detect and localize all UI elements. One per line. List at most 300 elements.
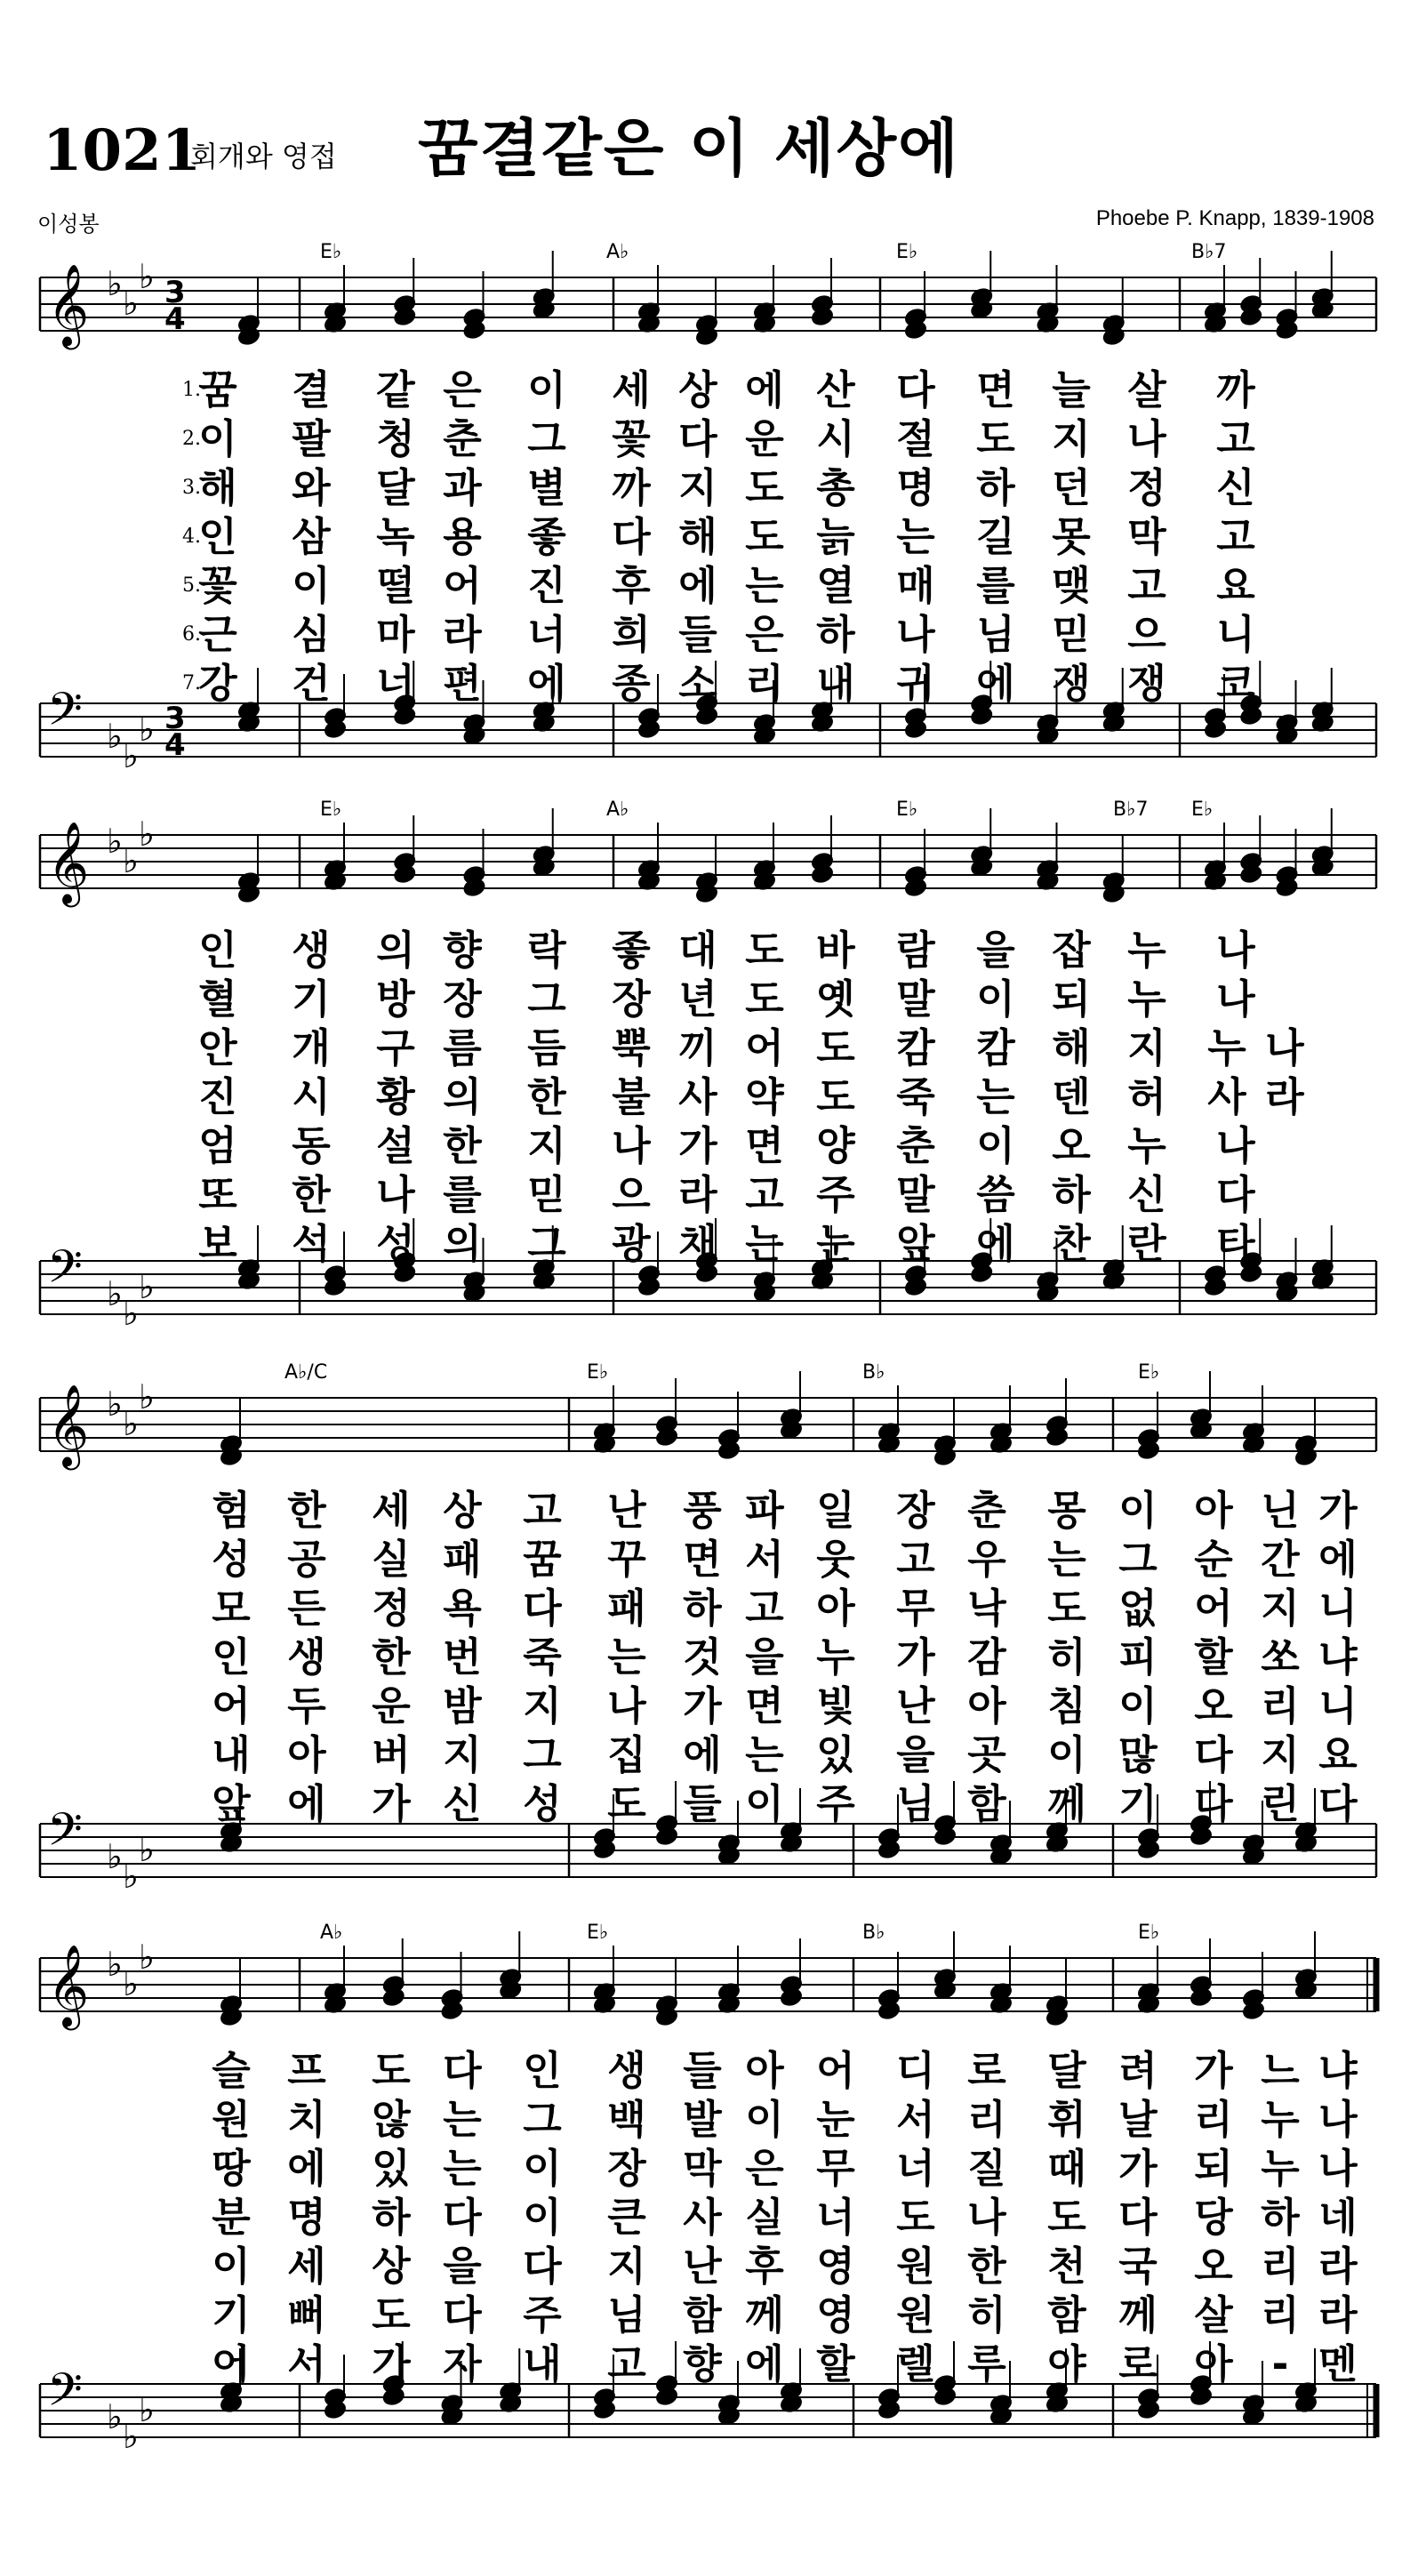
lyric-syllable: 가 xyxy=(1118,2145,1158,2192)
lyric-line xyxy=(0,2143,1410,2195)
flat-icon: ♭ xyxy=(139,1377,155,1416)
lyric-line xyxy=(0,1583,1410,1634)
lyric-syllable: 아 xyxy=(745,2047,784,2094)
lyric-line xyxy=(0,413,1410,465)
lyric-syllable: 께 xyxy=(745,2291,784,2339)
lyric-syllable: 있 xyxy=(372,2145,411,2192)
lyric-syllable: 을 xyxy=(443,2243,482,2290)
time-signature-digit: 4 xyxy=(164,727,186,763)
lyric-syllable: 리 xyxy=(745,660,784,707)
lyric-syllable: 패 xyxy=(443,1536,482,1583)
chord-symbol: E♭ xyxy=(587,1922,609,1944)
lyric-syllable: 누 xyxy=(1127,1122,1166,1169)
lyric-syllable: 곳 xyxy=(967,1731,1006,1778)
lyric-syllable: 또 xyxy=(198,1171,237,1218)
lyric-syllable: 지 xyxy=(1261,1731,1300,1778)
flat-icon: ♭ xyxy=(139,1938,155,1977)
lyric-syllable: 라 xyxy=(1265,1073,1304,1120)
lyric-syllable: 세 xyxy=(287,2243,326,2290)
lyric-syllable: 성 xyxy=(212,1536,251,1583)
lyric-syllable: 방 xyxy=(376,975,415,1023)
lyric-syllable: 버 xyxy=(372,1731,411,1778)
lyric-line xyxy=(0,1681,1410,1732)
lyric-syllable: 보 xyxy=(198,1220,237,1267)
lyric-line xyxy=(0,1169,1410,1221)
lyric-syllable: 뿍 xyxy=(612,1024,651,1071)
lyric-syllable: 내 xyxy=(523,2340,562,2387)
lyric-syllable: 없 xyxy=(1118,1585,1158,1632)
lyric-syllable: 한 xyxy=(292,1171,331,1218)
lyric-syllable: 도 xyxy=(816,1024,855,1071)
lyric-syllable: 후 xyxy=(745,2243,784,2290)
lyric-line xyxy=(0,1218,1410,1270)
lyric-syllable: 나 xyxy=(1127,415,1166,462)
lyric-syllable: 한 xyxy=(443,1122,482,1169)
lyric-syllable: 성 xyxy=(376,1220,415,1267)
lyric-syllable: 실 xyxy=(372,1536,411,1583)
lyric-syllable: 구 xyxy=(376,1024,415,1071)
lyric-syllable: 누 xyxy=(816,1633,855,1681)
flat-icon: ♭ xyxy=(139,1267,155,1306)
lyric-syllable: 꽃 xyxy=(198,562,237,609)
lyric-syllable: 용 xyxy=(443,513,482,560)
lyric-syllable: 사 xyxy=(1207,1073,1246,1120)
lyric-syllable: 다 xyxy=(896,366,935,413)
lyric-syllable: 가 xyxy=(372,2340,411,2387)
lyric-line xyxy=(0,1071,1410,1123)
lyric-syllable: 성 xyxy=(523,1780,562,1827)
lyric-syllable: 다 xyxy=(523,2243,562,2290)
lyric-syllable: 달 xyxy=(1047,2047,1086,2094)
lyric-syllable: 그 xyxy=(527,415,566,462)
lyric-syllable: 어 xyxy=(816,2047,855,2094)
lyric-syllable: 절 xyxy=(896,415,935,462)
lyric-syllable: 은 xyxy=(443,366,482,413)
lyric-syllable: 나 xyxy=(1216,1122,1255,1169)
lyric-syllable: 자 xyxy=(443,2340,482,2387)
lyric-syllable: 아 xyxy=(1194,1487,1233,1534)
lyric-syllable: 리 xyxy=(1261,2243,1300,2290)
lyric-syllable: 기 xyxy=(292,975,331,1023)
verse-number: 5. xyxy=(182,574,201,597)
lyric-syllable: 상 xyxy=(443,1487,482,1534)
lyricist: 이성봉 xyxy=(37,212,100,237)
lyric-syllable: 서 xyxy=(896,2096,935,2143)
lyric-syllable: 막 xyxy=(683,2145,722,2192)
lyric-syllable: 믿 xyxy=(527,1171,566,1218)
lyric-syllable: 원 xyxy=(212,2096,251,2143)
lyric-syllable: 어 xyxy=(1194,1585,1233,1632)
lyric-syllable: 열 xyxy=(816,562,855,609)
lyric-syllable: 란 xyxy=(1127,1220,1166,1267)
lyric-syllable: 그 xyxy=(527,1220,566,1267)
lyric-syllable: 디 xyxy=(896,2047,935,2094)
lyric-syllable: 이 xyxy=(527,366,566,413)
lyric-syllable: 지 xyxy=(443,1731,482,1778)
lyric-syllable: 그 xyxy=(527,975,566,1023)
lyric-syllable: 아 xyxy=(287,1731,326,1778)
chord-symbol: E♭ xyxy=(320,241,342,263)
lyric-syllable: 실 xyxy=(745,2194,784,2241)
lyric-syllable: 강 xyxy=(198,660,237,707)
lyric-syllable: 는 xyxy=(607,1633,646,1681)
flat-icon: ♭ xyxy=(139,815,155,854)
lyric-syllable: 도 xyxy=(745,927,784,974)
lyric-syllable: 질 xyxy=(967,2145,1006,2192)
lyric-syllable: 어 xyxy=(212,1682,251,1729)
lyric-syllable: 살 xyxy=(1194,2291,1233,2339)
lyric-syllable: 매 xyxy=(896,562,935,609)
chord-symbol: B♭ xyxy=(862,1922,885,1944)
lyric-syllable: 히 xyxy=(967,2291,1006,2339)
lyric-syllable: 와 xyxy=(292,464,331,511)
lyric-syllable: 이 xyxy=(523,2145,562,2192)
lyric-syllable: 파 xyxy=(745,1487,784,1534)
lyric-syllable: 요 xyxy=(1318,1731,1358,1778)
lyric-syllable: 니 xyxy=(1318,1585,1358,1632)
lyric-syllable: 고 xyxy=(745,1585,784,1632)
lyric-syllable: 지 xyxy=(1127,1024,1166,1071)
lyric-syllable: 운 xyxy=(745,415,784,462)
lyric-line xyxy=(0,925,1410,976)
chord-symbol: A♭ xyxy=(606,798,629,821)
lyric-syllable: 는 xyxy=(443,2096,482,2143)
lyric-syllable: 너 xyxy=(896,2145,935,2192)
lyric-syllable: 이 xyxy=(1118,1487,1158,1534)
lyric-syllable: 좋 xyxy=(612,927,651,974)
lyric-syllable: 쟁 xyxy=(1052,660,1091,707)
lyric-syllable: 함 xyxy=(683,2291,722,2339)
lyric-syllable: 는 xyxy=(745,1731,784,1778)
flat-icon: ♭ xyxy=(139,2390,155,2429)
lyric-syllable: 오 xyxy=(1052,1122,1091,1169)
lyric-syllable: 함 xyxy=(967,1780,1006,1827)
lyric-syllable: 원 xyxy=(896,2291,935,2339)
lyric-syllable: 꽃 xyxy=(612,415,651,462)
flat-icon: ♭ xyxy=(139,257,155,296)
lyric-syllable: 떨 xyxy=(376,562,415,609)
lyric-syllable: 오 xyxy=(1194,2243,1233,2290)
lyric-syllable: 아 xyxy=(1194,2340,1233,2387)
lyric-syllable: 그 xyxy=(1118,1536,1158,1583)
lyric-syllable: 도 xyxy=(372,2291,411,2339)
lyric-line xyxy=(0,365,1410,416)
lyric-syllable: 지 xyxy=(1052,415,1091,462)
treble-clef-icon: 𝄞 xyxy=(47,1384,90,1466)
verse-number: 2. xyxy=(182,428,201,450)
lyric-syllable: 너 xyxy=(816,2194,855,2241)
flat-icon: ♭ xyxy=(139,710,155,749)
lyric-syllable: 의 xyxy=(376,927,415,974)
verse-number: 4. xyxy=(182,526,201,548)
lyric-syllable: 설 xyxy=(376,1122,415,1169)
hymn-title: 꿈결같은 이 세상에 xyxy=(418,112,960,185)
lyric-syllable: 다 xyxy=(523,1585,562,1632)
lyric-syllable: 지 xyxy=(1261,1585,1300,1632)
lyric-syllable: 양 xyxy=(816,1122,855,1169)
lyric-syllable: 영 xyxy=(816,2291,855,2339)
flat-icon: ♭ xyxy=(107,822,123,861)
lyric-line xyxy=(0,2094,1410,2146)
lyric-syllable: 장 xyxy=(443,975,482,1023)
lyric-syllable: 채 xyxy=(678,1220,717,1267)
chord-symbol: E♭ xyxy=(896,798,918,821)
lyric-syllable: 쟁 xyxy=(1127,660,1166,707)
flat-icon: ♭ xyxy=(107,264,123,303)
lyric-syllable: 춘 xyxy=(896,1122,935,1169)
lyric-syllable: 공 xyxy=(287,1536,326,1583)
lyric-syllable: 감 xyxy=(967,1633,1006,1681)
lyric-syllable: 는 xyxy=(745,562,784,609)
lyric-syllable: 나 xyxy=(1318,2145,1358,2192)
lyric-syllable: 타 xyxy=(1216,1220,1255,1267)
lyric-syllable: 늘 xyxy=(1052,366,1091,413)
lyric-syllable: 마 xyxy=(376,611,415,658)
lyric-syllable: 생 xyxy=(607,2047,646,2094)
lyric-syllable: 고 xyxy=(607,2340,646,2387)
lyric-syllable: 영 xyxy=(816,2243,855,2290)
lyric-syllable: 지 xyxy=(523,1682,562,1729)
lyric-line xyxy=(0,1778,1410,1830)
lyric-syllable: 나 xyxy=(1265,1024,1304,1071)
lyric-syllable: 히 xyxy=(1047,1633,1086,1681)
lyric-syllable: 죽 xyxy=(896,1073,935,1120)
lyric-syllable: 에 xyxy=(287,2145,326,2192)
hymn-number: 1021 xyxy=(43,117,202,184)
hymn-category: 회개와 영접 xyxy=(190,140,337,173)
lyric-syllable: 않 xyxy=(372,2096,411,2143)
lyric-syllable: 총 xyxy=(816,464,855,511)
lyric-syllable: 큰 xyxy=(607,2194,646,2241)
lyric-syllable: 지 xyxy=(527,1122,566,1169)
lyric-syllable: 에 xyxy=(745,2340,784,2387)
lyric-syllable: 눈 xyxy=(816,1220,855,1267)
lyric-syllable: 를 xyxy=(443,1171,482,1218)
lyric-line xyxy=(0,2192,1410,2243)
flat-icon: ♭ xyxy=(107,1837,123,1876)
lyric-syllable: 향 xyxy=(443,927,482,974)
lyric-syllable: 누 xyxy=(1261,2145,1300,2192)
lyric-syllable: 순 xyxy=(1194,1536,1233,1583)
lyric-syllable: 까 xyxy=(612,464,651,511)
lyric-syllable: 도 xyxy=(816,1073,855,1120)
lyric-syllable: 앞 xyxy=(896,1220,935,1267)
lyric-syllable: 다 xyxy=(1194,1780,1233,1827)
lyric-syllable: 은 xyxy=(745,2145,784,2192)
lyric-syllable: 난 xyxy=(683,2243,722,2290)
lyric-syllable: 내 xyxy=(212,1731,251,1778)
lyric-syllable: 날 xyxy=(1118,2096,1158,2143)
lyric-syllable: 많 xyxy=(1118,1731,1158,1778)
lyric-syllable: 하 xyxy=(1052,1171,1091,1218)
lyric-syllable: 몽 xyxy=(1047,1487,1086,1534)
lyric-syllable: 하 xyxy=(976,464,1015,511)
lyric-syllable: 침 xyxy=(1047,1682,1086,1729)
lyric-syllable: 장 xyxy=(612,975,651,1023)
lyric-syllable: 맺 xyxy=(1052,562,1091,609)
lyric-syllable: 나 xyxy=(612,1122,651,1169)
lyric-syllable: 못 xyxy=(1052,513,1091,560)
lyric-syllable: 무 xyxy=(896,1585,935,1632)
composer: Phoebe P. Knapp, 1839-1908 xyxy=(1095,206,1374,230)
lyric-syllable: 무 xyxy=(816,2145,855,2192)
lyric-syllable: - xyxy=(1271,2340,1289,2387)
lyric-syllable: 에 xyxy=(683,1731,722,1778)
lyric-syllable: 나 xyxy=(1216,975,1255,1023)
lyric-syllable: 고 xyxy=(1216,513,1255,560)
lyric-syllable: 뻐 xyxy=(287,2291,326,2339)
lyric-syllable: 되 xyxy=(1052,975,1091,1023)
lyric-syllable: 누 xyxy=(1127,975,1166,1023)
lyric-syllable: 춘 xyxy=(443,415,482,462)
verse-number: 1. xyxy=(182,379,201,401)
chord-symbol: B♭ xyxy=(862,1361,885,1384)
lyric-syllable: 빛 xyxy=(816,1682,855,1729)
lyric-syllable: 결 xyxy=(292,366,331,413)
lyric-syllable: 되 xyxy=(1194,2145,1233,2192)
lyric-syllable: 녹 xyxy=(376,513,415,560)
chord-symbol: E♭ xyxy=(896,241,918,263)
lyric-syllable: 코 xyxy=(1216,660,1255,707)
lyric-syllable: 는 xyxy=(745,1220,784,1267)
lyric-syllable: 가 xyxy=(678,1122,717,1169)
lyric-syllable: 한 xyxy=(287,1487,326,1534)
lyric-line xyxy=(0,462,1410,514)
lyric-syllable: 어 xyxy=(745,1024,784,1071)
lyric-syllable: 을 xyxy=(896,1731,935,1778)
lyric-syllable: 라 xyxy=(1318,2243,1358,2290)
lyric-syllable: 고 xyxy=(745,1171,784,1218)
lyric-syllable: 니 xyxy=(1318,1682,1358,1729)
bass-clef-icon: 𝄢 xyxy=(47,1802,83,1867)
lyric-syllable: 너 xyxy=(376,660,415,707)
lyric-syllable: 요 xyxy=(1216,562,1255,609)
lyric-syllable: 는 xyxy=(1047,1536,1086,1583)
lyric-syllable: 한 xyxy=(372,1633,411,1681)
lyric-syllable: 당 xyxy=(1194,2194,1233,2241)
verse-number: 3. xyxy=(182,477,201,499)
lyric-syllable: 가 xyxy=(372,1780,411,1827)
lyric-syllable: 리 xyxy=(1261,1682,1300,1729)
lyric-syllable: 어 xyxy=(212,2340,251,2387)
lyric-syllable: 앞 xyxy=(212,1780,251,1827)
lyric-syllable: 상 xyxy=(678,366,717,413)
lyric-syllable: 에 xyxy=(976,660,1015,707)
lyric-syllable: 서 xyxy=(745,1536,784,1583)
lyric-syllable: 길 xyxy=(976,513,1015,560)
flat-icon: ♭ xyxy=(139,1830,155,1869)
lyric-syllable: 근 xyxy=(198,611,237,658)
time-signature-digit: 3 xyxy=(164,701,186,736)
lyric-syllable: 지 xyxy=(607,2243,646,2290)
bass-clef-icon: 𝄢 xyxy=(47,682,83,747)
lyric-syllable: 이 xyxy=(523,2194,562,2241)
lyric-syllable: 은 xyxy=(745,611,784,658)
lyric-syllable: 끼 xyxy=(678,1024,717,1071)
lyric-syllable: 까 xyxy=(1216,366,1255,413)
lyric-syllable: 광 xyxy=(612,1220,651,1267)
lyric-syllable: 일 xyxy=(816,1487,855,1534)
lyric-syllable: 는 xyxy=(443,2145,482,2192)
lyric-syllable: 면 xyxy=(683,1536,722,1583)
lyric-syllable: 믿 xyxy=(1052,611,1091,658)
lyric-syllable: 고 xyxy=(896,1536,935,1583)
lyric-syllable: 때 xyxy=(1047,2145,1086,2192)
lyric-syllable: 피 xyxy=(1118,1633,1158,1681)
lyric-line xyxy=(0,609,1410,661)
lyric-syllable: 라 xyxy=(1318,2291,1358,2339)
lyric-syllable: 그 xyxy=(523,2096,562,2143)
lyric-syllable: 이 xyxy=(212,2243,251,2290)
lyric-syllable: 약 xyxy=(745,1073,784,1120)
lyric-syllable: 이 xyxy=(1118,1682,1158,1729)
lyric-syllable: 신 xyxy=(1127,1171,1166,1218)
verse-number: 6. xyxy=(182,623,201,646)
lyric-syllable: 프 xyxy=(287,2047,326,2094)
lyric-syllable: 도 xyxy=(607,1780,646,1827)
lyric-syllable: 님 xyxy=(896,1780,935,1827)
lyric-syllable: 루 xyxy=(967,2340,1006,2387)
lyric-line xyxy=(0,1729,1410,1781)
lyric-syllable: 장 xyxy=(607,2145,646,2192)
flat-icon: ♭ xyxy=(107,1945,123,1984)
lyric-syllable: 들 xyxy=(678,611,717,658)
lyric-line xyxy=(0,1023,1410,1074)
lyric-syllable: 이 xyxy=(745,2096,784,2143)
lyric-syllable: 에 xyxy=(527,660,566,707)
lyric-syllable: 신 xyxy=(443,1780,482,1827)
lyric-syllable: 말 xyxy=(896,1171,935,1218)
lyric-syllable: 백 xyxy=(607,2096,646,2143)
lyric-syllable: 편 xyxy=(443,660,482,707)
lyric-syllable: 안 xyxy=(198,1024,237,1071)
lyric-syllable: 좋 xyxy=(527,513,566,560)
lyric-syllable: 라 xyxy=(678,1171,717,1218)
lyric-syllable: 의 xyxy=(443,1073,482,1120)
lyric-syllable: 씀 xyxy=(976,1171,1015,1218)
lyric-syllable: 소 xyxy=(678,660,717,707)
chord-symbol: B♭7 xyxy=(1113,798,1149,821)
lyric-syllable: 허 xyxy=(1127,1073,1166,1120)
lyric-syllable: 누 xyxy=(1207,1024,1246,1071)
lyric-syllable: 삼 xyxy=(292,513,331,560)
lyric-syllable: 야 xyxy=(1047,2340,1086,2387)
lyric-syllable: 것 xyxy=(683,1633,722,1681)
lyric-syllable: 진 xyxy=(198,1073,237,1120)
lyric-syllable: 국 xyxy=(1118,2243,1158,2290)
lyric-syllable: 내 xyxy=(816,660,855,707)
lyric-syllable: 그 xyxy=(523,1731,562,1778)
lyric-syllable: 하 xyxy=(372,2194,411,2241)
lyric-syllable: 으 xyxy=(612,1171,651,1218)
lyric-syllable: 락 xyxy=(527,927,566,974)
lyric-syllable: 같 xyxy=(376,366,415,413)
lyric-line xyxy=(0,658,1410,710)
lyric-syllable: 들 xyxy=(683,1780,722,1827)
lyric-syllable: 두 xyxy=(287,1682,326,1729)
lyric-syllable: 사 xyxy=(683,2194,722,2241)
flat-icon: ♭ xyxy=(107,1274,123,1313)
lyric-syllable: 닌 xyxy=(1261,1487,1300,1534)
lyric-line xyxy=(0,511,1410,563)
lyric-syllable: 풍 xyxy=(683,1487,722,1534)
lyric-syllable: 는 xyxy=(896,513,935,560)
lyric-syllable: 바 xyxy=(816,927,855,974)
lyric-syllable: 냐 xyxy=(1318,2047,1358,2094)
lyric-syllable: 귀 xyxy=(896,660,935,707)
lyric-syllable: 나 xyxy=(967,2194,1006,2241)
lyric-syllable: 다 xyxy=(612,513,651,560)
